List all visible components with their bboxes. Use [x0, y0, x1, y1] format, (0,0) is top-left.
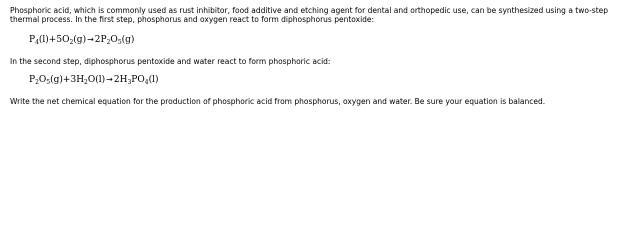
eq2-reactant2-coef: 3	[70, 75, 77, 85]
equation-step-1	[29, 34, 134, 46]
eq1-plus: +	[48, 35, 57, 45]
question-paragraph: Write the net chemical equation for the production of phosphoric acid from phosphorus, oxygen and water. Be sure your equation is balanced.	[10, 97, 546, 106]
eq2-product-state: (l)	[148, 75, 159, 85]
eq2-reactant1-formula2: O	[38, 75, 47, 85]
intro-paragraph: Phosphoric acid, which is commonly used as rust inhibitor, food additive and etching agent for dental and orthopedic use, can be synthesized using a two-step thermal process. In the first step, phosphorus and oxygen react to form diphosphorus pentoxide:	[10, 6, 609, 24]
eq1-reactant2-state: (g)	[73, 35, 87, 45]
eq2-product-sub1: 3	[127, 79, 132, 86]
eq2-reactant1-state: (g)	[50, 75, 63, 85]
eq1-product-sub2: 5	[117, 39, 122, 46]
eq2-reactant2-formula2: O	[87, 75, 96, 85]
eq1-product-formula2: O	[110, 35, 118, 45]
eq1-product-sub1: 2	[106, 39, 111, 46]
eq1-reactant2-coef: 5	[56, 35, 63, 45]
eq2-reactant2-state: (l)	[95, 75, 106, 85]
eq2-reactant2-sub1: 2	[84, 79, 88, 86]
eq1-reactant1-sub: 4	[35, 39, 39, 46]
eq2-reactant1-sub1: 2	[35, 79, 39, 86]
eq2-reactant1-formula1: P	[29, 75, 36, 85]
eq1-reactant1-state: (l)	[38, 35, 49, 45]
eq2-product-formula1: H	[119, 75, 128, 85]
eq2-plus: +	[62, 75, 71, 85]
reaction-arrow: →	[106, 75, 113, 84]
eq1-product-formula1: P	[100, 35, 107, 45]
eq2-product-sub2: 4	[144, 79, 149, 86]
eq2-reactant2-formula1: H	[76, 75, 85, 85]
eq2-product-coef: 2	[113, 75, 120, 85]
eq1-reactant2-sub: 2	[69, 39, 74, 46]
eq1-product-coef: 2	[94, 35, 101, 45]
eq2-reactant1-sub2: 5	[46, 79, 51, 86]
step2-paragraph: In the second step, diphosphorus pentoxide and water react to form phosphoric acid:	[10, 57, 331, 66]
eq1-reactant1-formula: P	[29, 35, 36, 45]
eq1-product-state: (g)	[121, 35, 135, 45]
reaction-arrow: →	[87, 35, 94, 44]
eq2-product-formula2: PO	[131, 75, 145, 85]
eq1-reactant2-formula: O	[62, 35, 70, 45]
equation-step-2	[29, 74, 158, 86]
